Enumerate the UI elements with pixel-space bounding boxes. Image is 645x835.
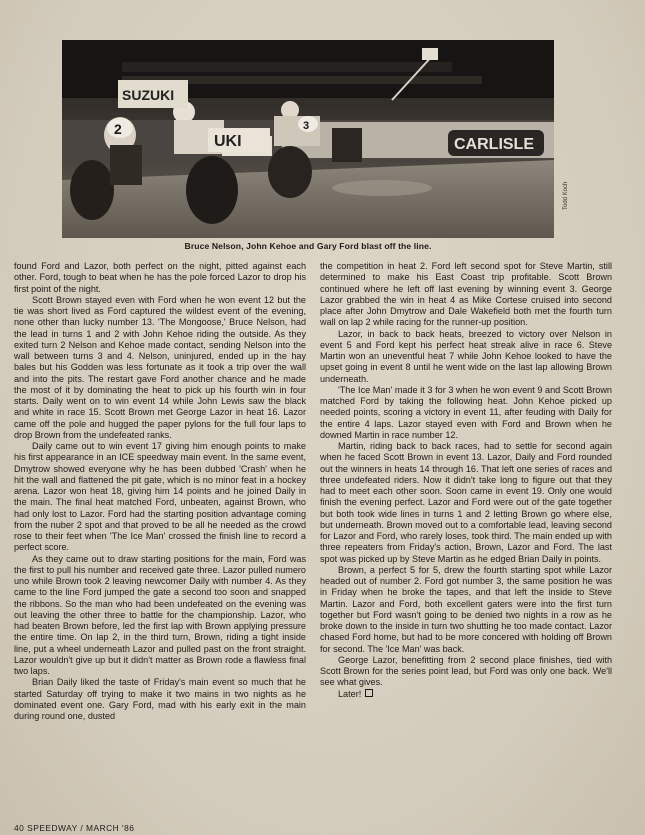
closing-line — [320, 689, 612, 700]
paragraph: Brown, a perfect 5 for 5, drew the fourth starting spot while Lazor headed out of number 2. Ford got number 3, the same position he was in Friday when he broke the tapes, and that left the inside to Steve Martin. Lazor and Ford, both excellent gaters were into the first turn together but Ford wasn't going to be denied two nights in a row as he broke down to the inside in turn two shutting he too made contact. Lazor chased Ford home, but had to be more concered with holding off Brown for second. The 'Ice Man' was back. — [320, 564, 612, 654]
paragraph: 'The Ice Man' made it 3 for 3 when he won event 9 and Scott Brown matched Ford by taking the following heat. John Kehoe picked up needed points, scoring a victory in event 11, after feuding with Daily for the entire 4 laps. Lazor stayed even with Ford and Brown when he downed Martin in race number 12. — [320, 384, 612, 440]
suzuki-sign-2 — [208, 128, 270, 152]
svg-text:CARLISLE: CARLISLE — [454, 136, 534, 153]
closing-text: Later! — [338, 688, 362, 699]
paragraph: Martin, riding back to back races, had to settle for second again when he faced Scott Brown in event 13. Lazor, Daily and Ford rounded out the winners in heats 14 through 16. That left one series of races and three undefeated riders. Now it didn't take long to figure out that they had to meet each other soon. Soon came in event 19. Only one would finish the evening perfect. Lazor and Ford were out of the gate together but both took wide lines in turns 1 and 2 letting Brown go where else, but underneath. Brown moved out to a comfortable lead, leaving second for Lazor and Ford, who rarely loses, took third. The main ended up with three repeaters from Friday's action, Brown, Lazor and Ford. The last spot was picked up by Steve Martin as he edged Brian Daily in points. — [320, 441, 612, 564]
svg-text:2: 2 — [114, 121, 122, 137]
end-mark-icon — [365, 689, 373, 697]
svg-text:3: 3 — [303, 120, 310, 132]
paragraph: As they came out to draw starting positions for the main, Ford was the first to pull his number and received gate three. Lazor pulled numero uno while Brown took 2 leaving newcomer Daily with number 4. As they came to the line Ford jumped the gate a second too soon and snapped the ribbons. So the man who had been undefeated on the evening was out leaving the other three to battle for the championship. Lazor, who had beaten Brown before, led the first lap with Brown applying pressure the entire time. On lap 2, in the third turn, Brown, riding a tight inside line, put a wheel underneath Lazor and pulled past on the front straight. Lazor wouldn't give up but it didn't matter as Brown rode a flawless final two laps. — [14, 553, 306, 676]
paragraph: Scott Brown stayed even with Ford when he won event 12 but the tie was short lived as Ford captured the wildest event of the evening, none other than lucky number 13. 'The Mongoose,' Bruce Nelson, had the lead in turns 1 and 2 with John Kehoe riding the outside. As they exited turn 2 Nelson and Kehoe made contact, sending Nelson into the wall between turns 3 and 4. Nelson, uninjured, ended up in the hay bales but his Godden was less fortunate as it took a trip over the wall and into the pits. The restart gave Ford another chance and he made the most of it by dominating the heat to pick up his fourth win in four starts. Daily went on to win event 14 while John Lewis saw the black and white in race 15. Scott Brown met George Lazor in heat 16. Lazor came off the pole and hugged the paper pylons for the full four laps to drop Brown from the undefeated ranks. — [14, 294, 306, 440]
paragraph: found Ford and Lazor, both perfect on the night, pitted against each other. Ford, tough to beat when he has the pole forced Lazor to drop his first point of the night. — [14, 261, 306, 294]
photo-caption: Bruce Nelson, John Kehoe and Gary Ford blast off the line. — [184, 241, 432, 251]
svg-text:SUZUKI: SUZUKI — [122, 87, 175, 103]
paragraph: the competition in heat 2. Ford left second spot for Steve Martin, still determined to make his East Coast trip profitable. Scott Brown continued where he left off last evening by winning event 3. George Lazor grabbed the win in heat 4 as Mike Cortese cruised into second place after John Dmytrow and Dale Wakefield both met the fourth turn wall on lap 2 while racing for the runner-up position. — [320, 261, 612, 328]
left-column — [14, 261, 306, 722]
right-column — [320, 261, 612, 700]
paragraph: George Lazor, benefitting from 2 second place finishes, tied with Scott Brown for the series point lead, but Ford was only one back. We'll see what gives. — [320, 654, 612, 688]
photo-credit: Todd Koch — [563, 181, 569, 210]
race-photo — [62, 40, 554, 238]
paragraph: Lazor, in back to back heats, breezed to victory over Nelson in event 5 and Ford kept his perfect heat streak alive in race 6. Steve Martin won an uneventful heat 7 while John Kehoe looked to have the upset going in event 8 until he went wide on the last lap allowing Brown underneath. — [320, 328, 612, 384]
carlisle-sign — [448, 130, 544, 156]
suzuki-sign — [118, 80, 188, 108]
svg-text:UKI: UKI — [214, 133, 242, 150]
paragraph: Brian Daily liked the taste of Friday's main event so much that he started Saturday off trying to make it two mains in two nights as he dominated event one. Gary Ford, mad with his early exit in the main during round one, dusted — [14, 677, 306, 721]
paragraph: Daily came out to win event 17 giving him enough points to make his first appearance in an ICE speedway main event. In the same event, Dmytrow showed everyone why he has been dubbed 'Crash' when he hit the wall and flattened the pit gate, which is no minor feat in a hockey arena. Lazor won heat 18, giving him 14 points and he joined Daily in the main. The final heat matched Ford, unbeaten, against Brown, who had only lost to Lazor. Ford had the starting position advantage coming from the nuber 2 spot and that proved to be all he needed as the crowd rose to their feet when 'The Ice Man' crossed the finish line to record a perfect score. — [14, 441, 306, 553]
page-footer: 40 SPEEDWAY / MARCH '86 — [14, 823, 135, 833]
